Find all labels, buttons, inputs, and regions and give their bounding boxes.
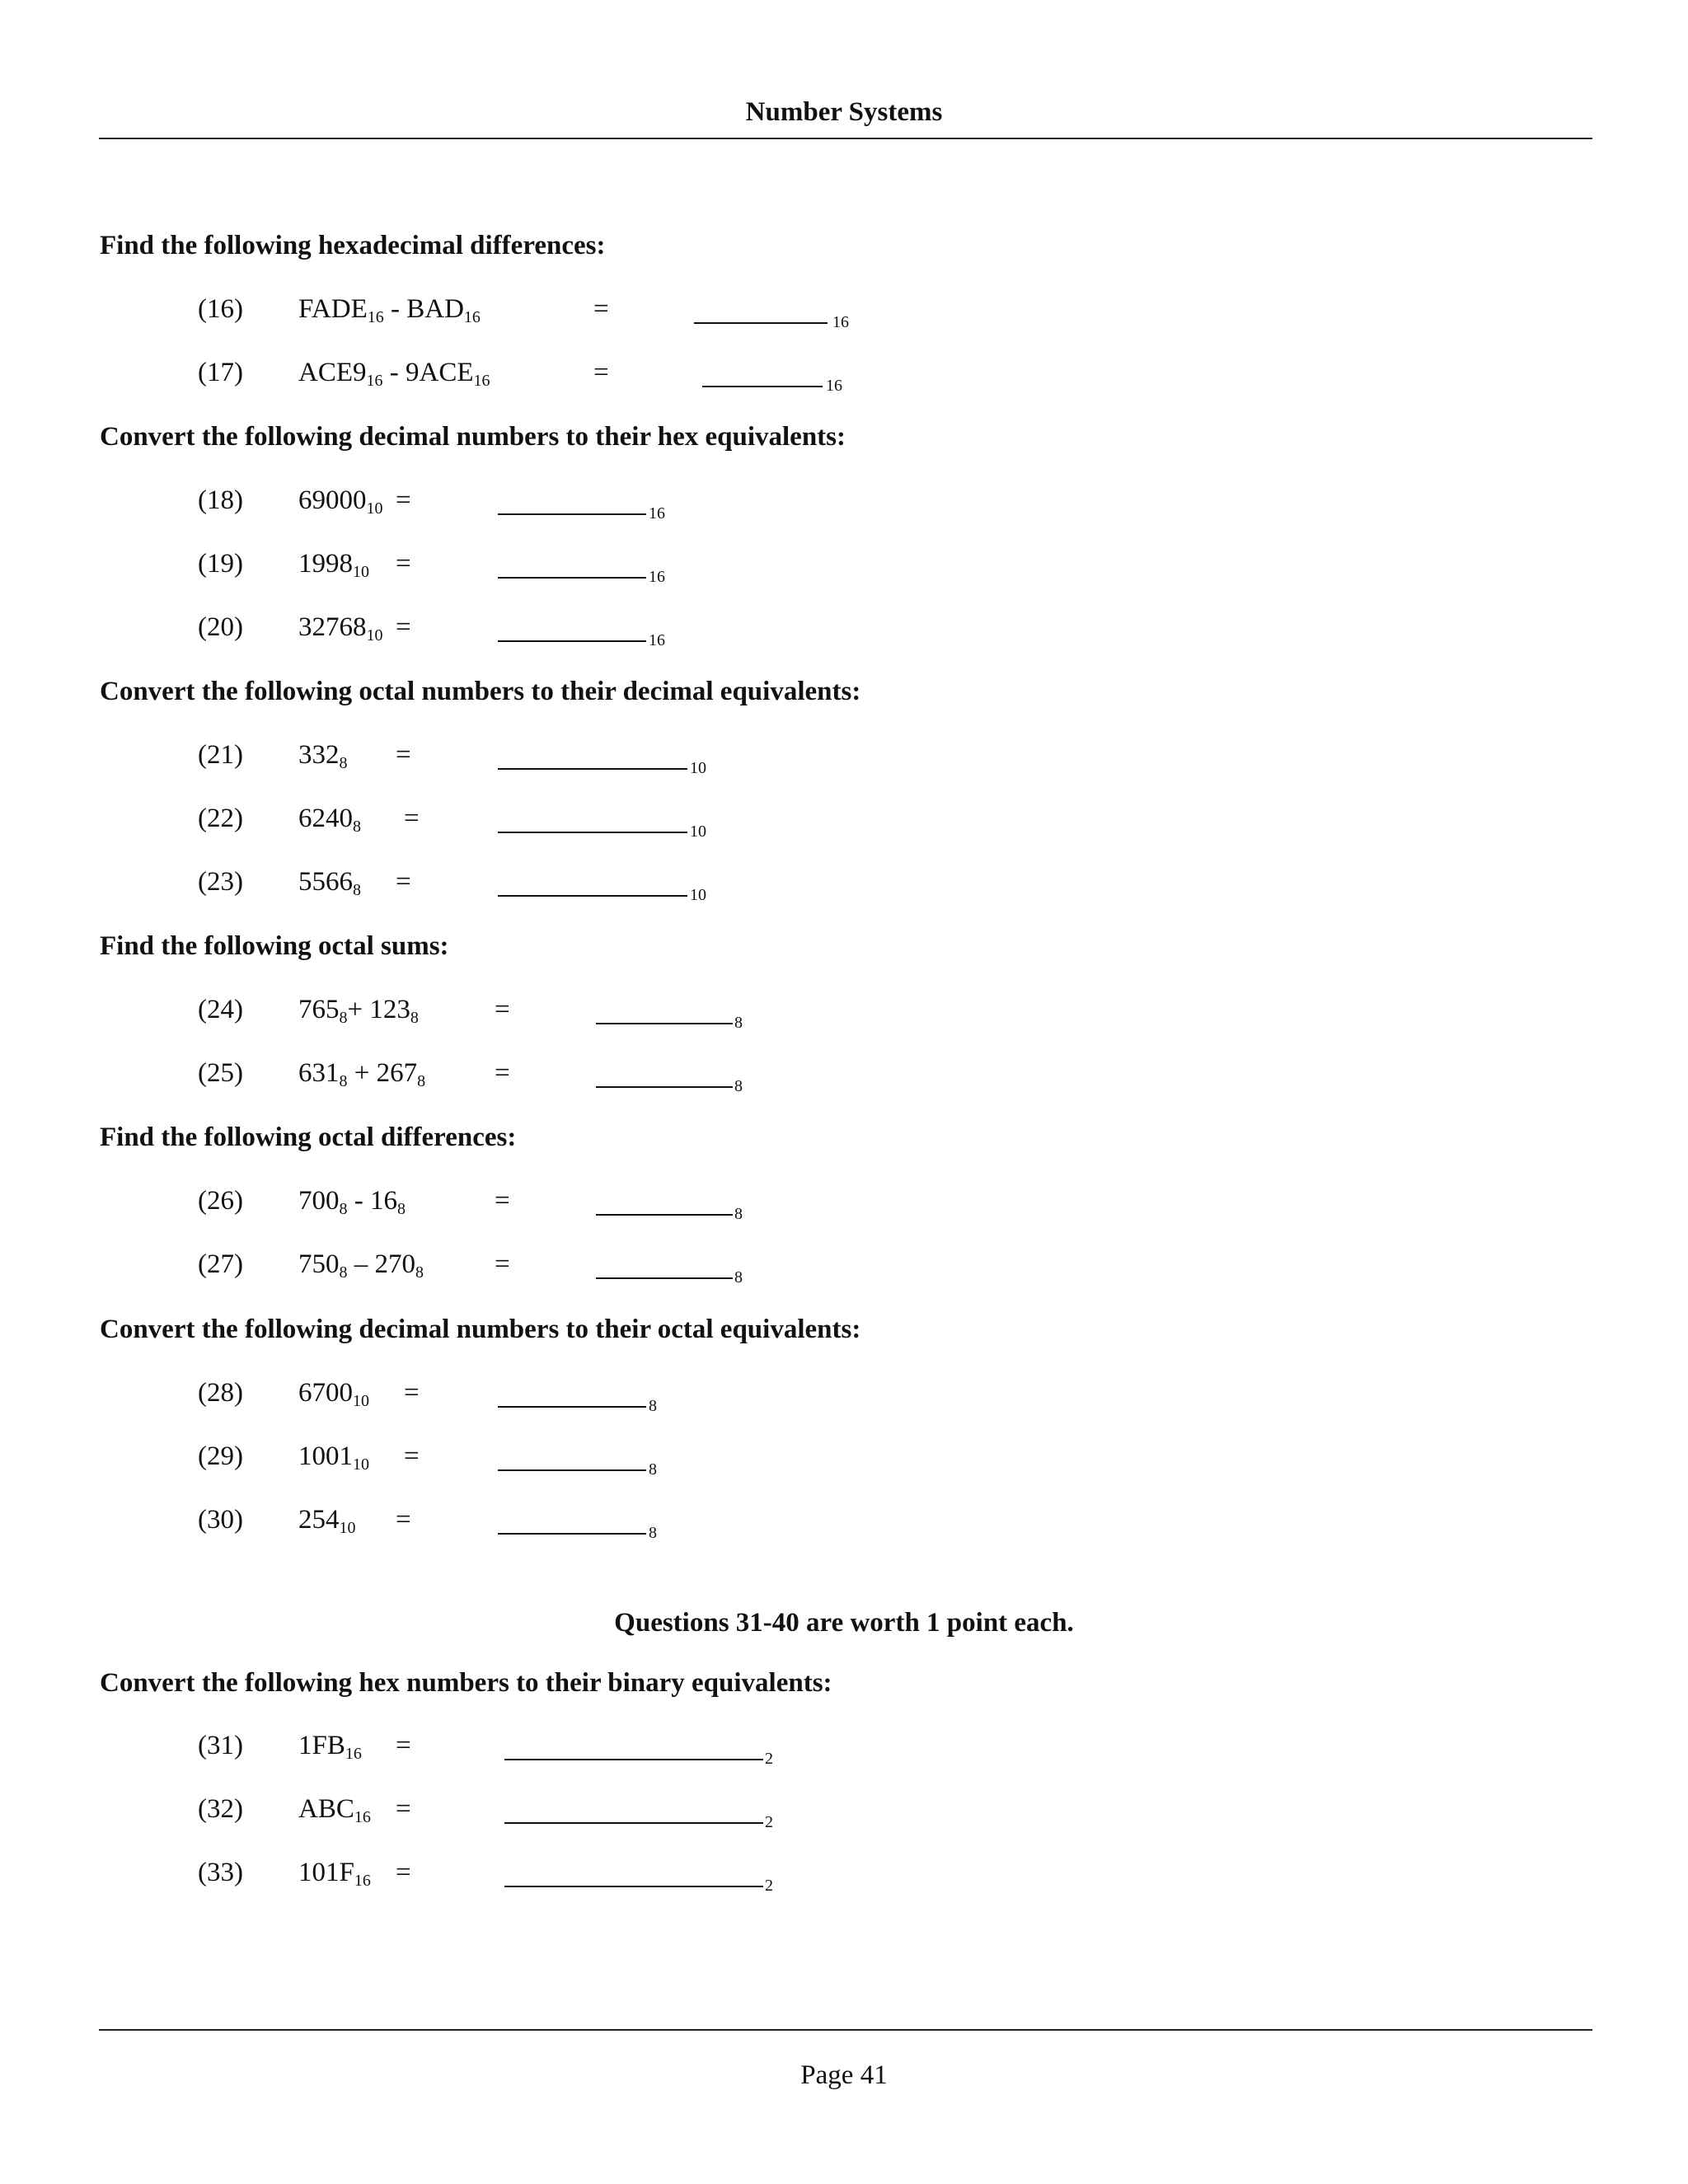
question-expression: $700_8 - 16_8$ — [298, 1186, 406, 1218]
answer-base-subscript: 8 — [649, 1397, 657, 1415]
question-number: (19) — [198, 549, 243, 579]
answer-blank[interactable] — [596, 1057, 733, 1088]
section-heading-decimal-to-octal: Convert the following decimal numbers to their octal equivalents: — [100, 1315, 861, 1344]
question-number: (33) — [198, 1858, 243, 1887]
page-number: Page 41 — [800, 2060, 888, 2090]
equals-sign: = — [396, 740, 411, 770]
answer-base-subscript: 10 — [690, 823, 706, 841]
question-expression: $1FB_{16}$ — [298, 1731, 362, 1763]
answer-base-subscript: 8 — [734, 1014, 743, 1032]
question-expression: $6700_{10}$ — [298, 1378, 369, 1410]
question-expression: $1001_{10}$ — [298, 1441, 369, 1474]
answer-base-subscript: 10 — [690, 759, 706, 777]
question-number: (26) — [198, 1186, 243, 1216]
section-heading-hex-differences: Find the following hexadecimal differences: — [100, 231, 606, 260]
header-rule — [99, 138, 1592, 139]
answer-blank[interactable] — [596, 993, 733, 1024]
answer-blank[interactable] — [504, 1856, 763, 1887]
answer-blank[interactable] — [498, 547, 646, 579]
section-heading-octal-differences: Find the following octal differences: — [100, 1122, 517, 1152]
equals-sign: = — [495, 1058, 510, 1088]
equals-sign: = — [396, 549, 411, 579]
question-number: (31) — [198, 1731, 243, 1760]
question-expression: $101F_{16}$ — [298, 1858, 371, 1890]
question-expression: $1998_{10}$ — [298, 549, 369, 581]
footer-rule — [99, 2029, 1592, 2031]
question-expression: $69000_{10}$ — [298, 485, 383, 518]
question-number: (17) — [198, 358, 243, 387]
answer-blank[interactable] — [596, 1184, 733, 1216]
answer-base-subscript: 2 — [765, 1813, 773, 1831]
equals-sign: = — [593, 294, 609, 324]
answer-blank[interactable] — [498, 802, 687, 833]
question-expression: $6240_8$ — [298, 804, 361, 836]
question-number: (16) — [198, 294, 243, 324]
answer-base-subscript: 8 — [649, 1524, 657, 1542]
question-expression: $765_8+ 123_8$ — [298, 995, 419, 1027]
equals-sign: = — [396, 1731, 411, 1760]
question-expression: $ABC_{16}$ — [298, 1794, 371, 1826]
equals-sign: = — [404, 1441, 420, 1471]
question-number: (29) — [198, 1441, 243, 1471]
answer-base-subscript: 2 — [765, 1877, 773, 1895]
equals-sign: = — [495, 1249, 510, 1279]
equals-sign: = — [495, 995, 510, 1024]
answer-blank[interactable] — [694, 293, 828, 324]
answer-base-subscript: 8 — [734, 1268, 743, 1286]
answer-blank[interactable] — [498, 738, 687, 770]
equals-sign: = — [396, 485, 411, 515]
question-expression: $ACE9_{16} - 9ACE_{16}$ — [298, 358, 490, 390]
answer-base-subscript: 8 — [734, 1077, 743, 1095]
question-number: (27) — [198, 1249, 243, 1279]
answer-base-subscript: 16 — [826, 377, 842, 395]
answer-base-subscript: 16 — [832, 313, 849, 331]
question-expression: $332_8$ — [298, 740, 348, 772]
answer-blank[interactable] — [504, 1793, 763, 1824]
section-heading-octal-sums: Find the following octal sums: — [100, 931, 449, 961]
answer-blank[interactable] — [504, 1729, 763, 1760]
question-expression: $631_8 + 267_8$ — [298, 1058, 426, 1090]
page-title: Number Systems — [745, 97, 943, 127]
question-number: (32) — [198, 1794, 243, 1824]
equals-sign: = — [396, 612, 411, 642]
answer-base-subscript: 16 — [649, 631, 665, 649]
question-number: (22) — [198, 804, 243, 833]
answer-blank[interactable] — [702, 356, 823, 387]
answer-blank[interactable] — [498, 484, 646, 515]
answer-blank[interactable] — [498, 1503, 646, 1535]
equals-sign: = — [495, 1186, 510, 1216]
question-expression: $750_8 - 270_8$ — [298, 1249, 424, 1282]
answer-blank[interactable] — [596, 1248, 733, 1279]
section-heading-hex-to-binary: Convert the following hex numbers to their binary equivalents: — [100, 1668, 832, 1698]
question-expression: $254_{10}$ — [298, 1505, 356, 1537]
equals-sign: = — [593, 358, 609, 387]
question-number: (21) — [198, 740, 243, 770]
answer-base-subscript: 8 — [649, 1460, 657, 1479]
question-expression: $5566_8$ — [298, 867, 361, 899]
equals-sign: = — [396, 1794, 411, 1824]
question-number: (18) — [198, 485, 243, 515]
answer-base-subscript: 16 — [649, 504, 665, 523]
equals-sign: = — [404, 804, 420, 833]
answer-blank[interactable] — [498, 611, 646, 642]
question-expression: $32768_{10}$ — [298, 612, 383, 644]
answer-base-subscript: 2 — [765, 1750, 773, 1768]
answer-blank[interactable] — [498, 865, 687, 897]
answer-base-subscript: 16 — [649, 568, 665, 586]
question-number: (28) — [198, 1378, 243, 1408]
answer-blank[interactable] — [498, 1376, 646, 1408]
equals-sign: = — [404, 1378, 420, 1408]
section-heading-octal-to-decimal: Convert the following octal numbers to their decimal equivalents: — [100, 677, 861, 706]
question-number: (24) — [198, 995, 243, 1024]
section-heading-decimal-to-hex: Convert the following decimal numbers to their hex equivalents: — [100, 422, 846, 452]
equals-sign: = — [396, 1858, 411, 1887]
equals-sign: = — [396, 1505, 411, 1535]
answer-base-subscript: 10 — [690, 886, 706, 904]
question-number: (20) — [198, 612, 243, 642]
answer-base-subscript: 8 — [734, 1205, 743, 1223]
question-number: (23) — [198, 867, 243, 897]
question-expression: $FADE_{16} - BAD_{16}$ — [298, 294, 481, 326]
equals-sign: = — [396, 867, 411, 897]
question-number: (25) — [198, 1058, 243, 1088]
answer-blank[interactable] — [498, 1440, 646, 1471]
question-number: (30) — [198, 1505, 243, 1535]
points-note: Questions 31-40 are worth 1 point each. — [614, 1608, 1074, 1638]
